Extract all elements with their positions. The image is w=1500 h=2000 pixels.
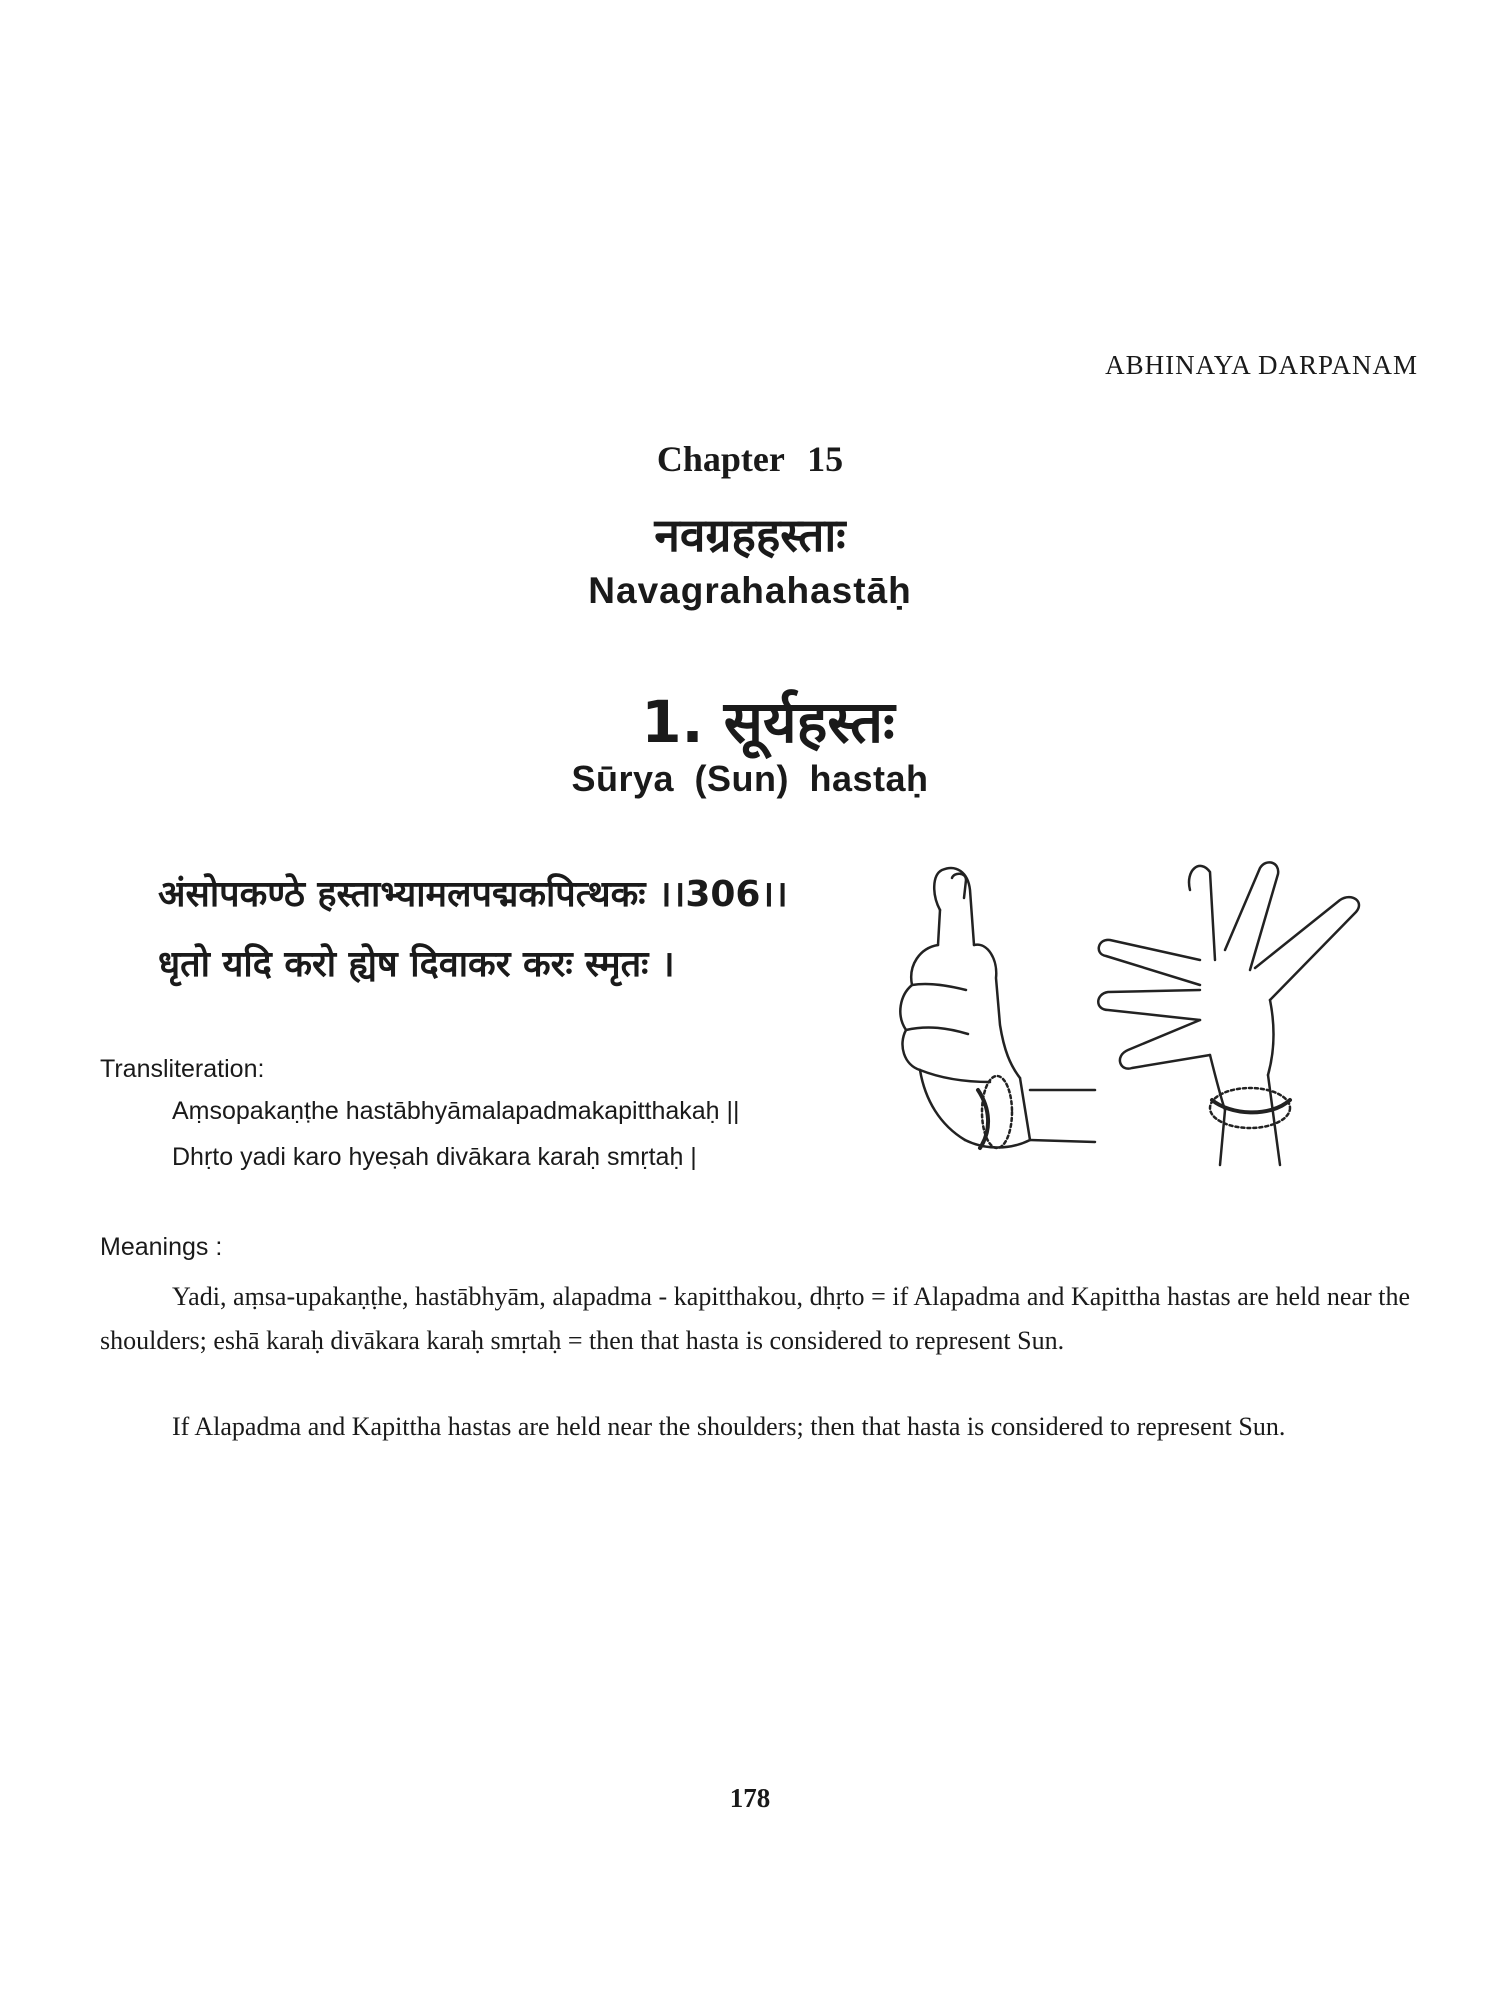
section-subtitle: Sūrya (Sun) hastaḥ [571,758,929,799]
transliteration-line-2: Dhṛto yadi karo hyeṣah divākara karaḥ smṛtaḥ | [172,1143,697,1171]
page-number: 178 [729,1783,771,1813]
chapter-title: Chapter 15 [656,439,844,479]
hand-gesture-illustration [870,850,1390,1170]
chapter-title-devanagari: नवग्रहहस्ताः [654,508,846,562]
running-header: ABHINAYA DARPANAM [1105,350,1418,380]
transliteration-label: Transliteration: [100,1055,265,1083]
meanings-label: Meanings : [100,1233,223,1261]
transliteration-line-1: Aṃsopakaṇṭhe hastābhyāmalapadmakapitthakaḥ || [172,1097,740,1125]
chapter-title-roman: Navagrahahastāḥ [588,570,912,611]
sanskrit-verse-line-2: धृतो यदि करो ह्येष दिवाकर करः स्मृतः । [158,944,675,985]
sanskrit-verse-line-1: अंसोपकण्ठे हस्ताभ्यामलपद्मकपित्थकः ।।306।। [158,874,788,915]
meanings-paragraph: Yadi, aṃsa-upakaṇṭhe, hastābhyām, alapadma - kapitthakou, dhṛto = if Alapadma and Kapittha hastas are held near the shoulders; eshā karaḥ divākara karaḥ smṛtaḥ = then that hasta is considered to represent Sun. [100,1282,1410,1355]
kapittha-hand-drawing [900,868,1095,1148]
alapadma-hand-drawing [1098,862,1359,1165]
section-title: 1. सूर्यहस्तः [641,688,895,756]
summary-paragraph: If Alapadma and Kapittha hastas are held near the shoulders; then that hasta is considered to represent Sun. [172,1412,1286,1441]
